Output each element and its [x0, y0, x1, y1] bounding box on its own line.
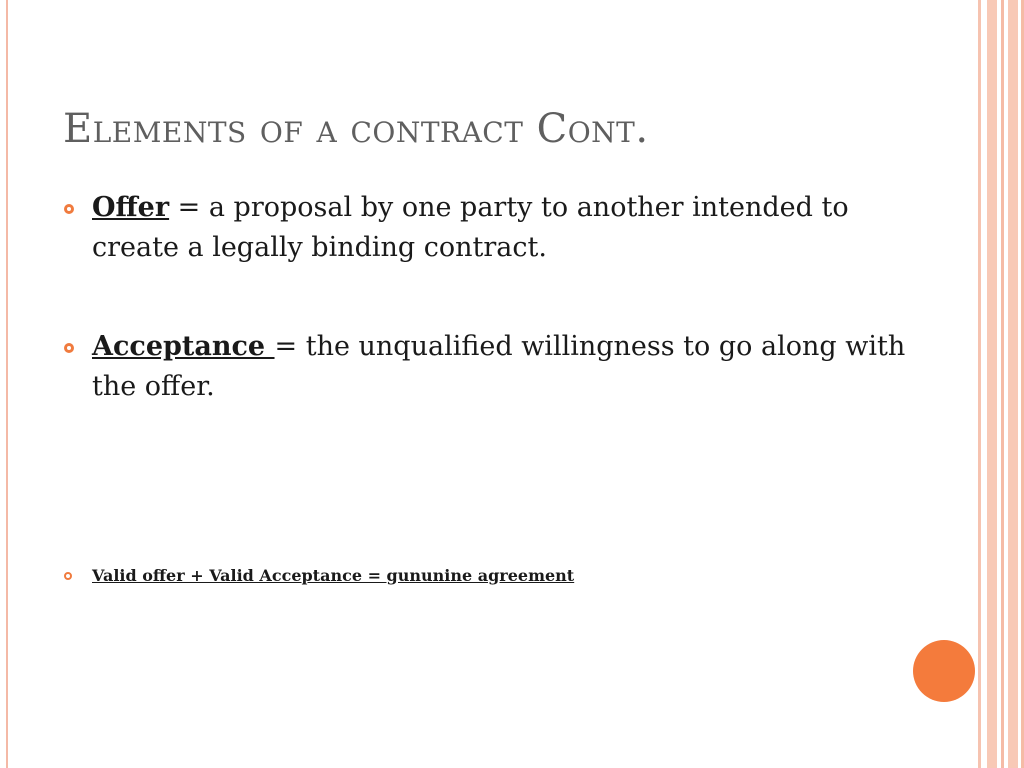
left-border-line	[6, 0, 8, 768]
bullet-term: Offer	[92, 192, 170, 223]
orange-circle-decoration	[913, 640, 975, 702]
bullet-item-acceptance	[64, 327, 924, 407]
bullet-item-offer	[64, 188, 924, 268]
circle-bullet-icon	[64, 572, 72, 580]
bullet-definition: = the unqualified willingness to go along with the offer.	[92, 331, 906, 402]
summary-text: Valid offer + Valid Acceptance = gununine agreement	[92, 566, 575, 585]
right-decor-stripe	[1008, 0, 1018, 768]
bullet-definition: = a proposal by one party to another intended to create a legally binding contract.	[92, 192, 849, 263]
circle-bullet-icon	[64, 343, 74, 353]
slide-title: Elements of a contract Cont.	[63, 106, 649, 152]
right-decor-stripe	[987, 0, 997, 768]
bullet-text	[92, 327, 924, 407]
right-decor-stripe	[1001, 0, 1004, 768]
bullet-term: Acceptance	[92, 331, 275, 362]
circle-bullet-icon	[64, 204, 74, 214]
right-decor-stripe	[978, 0, 981, 768]
bullet-text	[92, 188, 924, 268]
bullet-item-summary	[64, 564, 924, 588]
